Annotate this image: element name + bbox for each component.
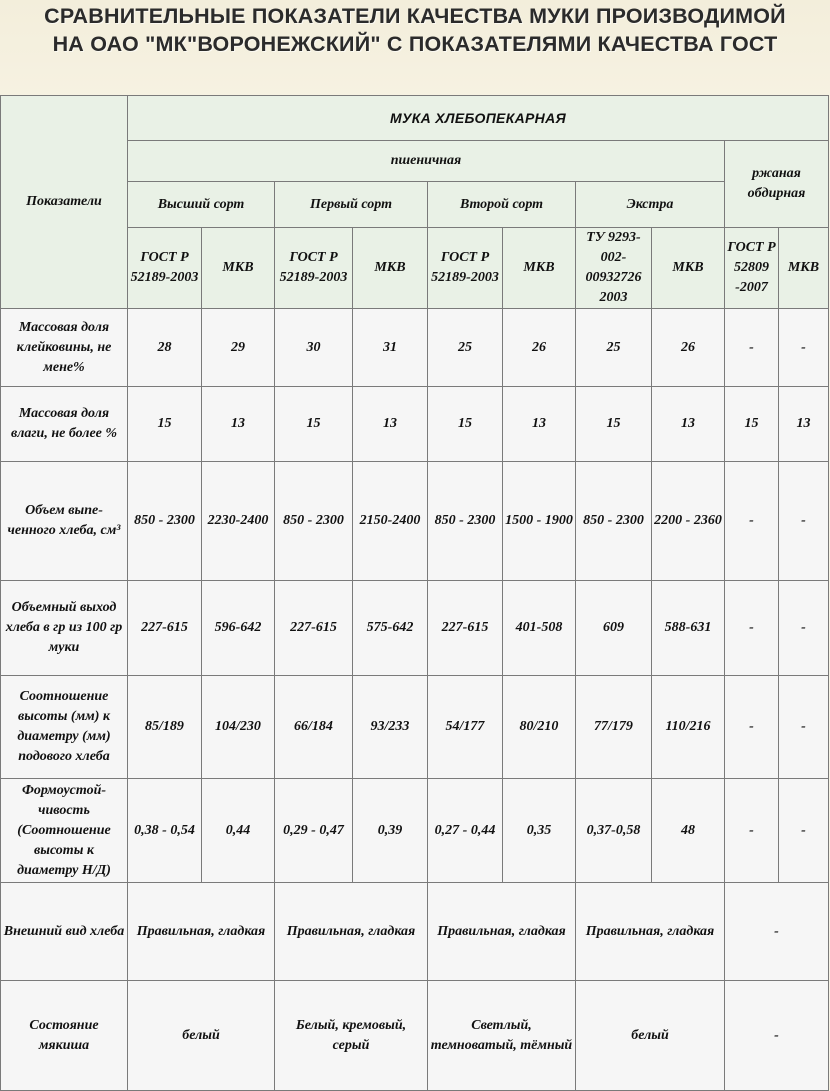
header-grade: Первый сорт bbox=[275, 182, 428, 228]
cell: белый bbox=[576, 981, 725, 1091]
cell: Светлый, темноватый, тёмный bbox=[428, 981, 576, 1091]
cell: 30 bbox=[275, 309, 353, 387]
header-flour: МУКА ХЛЕБОПЕКАРНАЯ bbox=[128, 96, 829, 141]
cell: 0,44 bbox=[202, 779, 275, 883]
cell: 227-615 bbox=[128, 581, 202, 676]
row-label: Массовая доля клейковины, не мене% bbox=[1, 309, 128, 387]
row-label: Внешний вид хлеба bbox=[1, 883, 128, 981]
row-label: Формоустой-чивость (Соотношение высоты к диаметру Н/Д) bbox=[1, 779, 128, 883]
cell: 25 bbox=[428, 309, 503, 387]
header-standard: ТУ 9293- 002-00932726 2003 bbox=[576, 228, 652, 309]
cell: 28 bbox=[128, 309, 202, 387]
cell: Правильная, гладкая bbox=[275, 883, 428, 981]
cell: 2200 - 2360 bbox=[652, 462, 725, 581]
cell: 80/210 bbox=[503, 676, 576, 779]
cell: 15 bbox=[428, 387, 503, 462]
cell: 13 bbox=[503, 387, 576, 462]
comparison-table bbox=[0, 95, 829, 1091]
row-label: Объемный выход хлеба в гр из 100 гр муки bbox=[1, 581, 128, 676]
cell: 0,29 - 0,47 bbox=[275, 779, 353, 883]
cell: 0,27 - 0,44 bbox=[428, 779, 503, 883]
cell: - bbox=[725, 981, 829, 1091]
cell: 850 - 2300 bbox=[128, 462, 202, 581]
cell: - bbox=[725, 883, 829, 981]
page-title bbox=[0, 2, 830, 58]
title-line-1: СРАВНИТЕЛЬНЫЕ ПОКАЗАТЕЛИ КАЧЕСТВА МУКИ ПРОИЗВОДИМОЙ bbox=[44, 4, 786, 28]
header-grade: Высший сорт bbox=[128, 182, 275, 228]
header-standard: МКВ bbox=[779, 228, 829, 309]
header-standard: МКВ bbox=[353, 228, 428, 309]
header-standard: МКВ bbox=[503, 228, 576, 309]
cell: 850 - 2300 bbox=[275, 462, 353, 581]
table-row bbox=[1, 462, 829, 581]
table-row bbox=[1, 779, 829, 883]
row-label: Объем выпе-ченного хлеба, см³ bbox=[1, 462, 128, 581]
table-row bbox=[1, 581, 829, 676]
header-indicators: Показатели bbox=[1, 96, 128, 309]
cell: 850 - 2300 bbox=[576, 462, 652, 581]
table-row bbox=[1, 676, 829, 779]
cell: 0,35 bbox=[503, 779, 576, 883]
header-standard: ГОСТ Р 52189-2003 bbox=[275, 228, 353, 309]
cell: - bbox=[725, 581, 779, 676]
cell: 104/230 bbox=[202, 676, 275, 779]
cell: 13 bbox=[353, 387, 428, 462]
cell: 609 bbox=[576, 581, 652, 676]
cell: 31 bbox=[353, 309, 428, 387]
title-line-2: НА ОАО "МК"ВОРОНЕЖСКИЙ" С ПОКАЗАТЕЛЯМИ КАЧЕСТВА ГОСТ bbox=[52, 32, 778, 56]
cell: 54/177 bbox=[428, 676, 503, 779]
cell: 85/189 bbox=[128, 676, 202, 779]
cell: - bbox=[779, 676, 829, 779]
cell: 26 bbox=[503, 309, 576, 387]
cell: 0,37-0,58 bbox=[576, 779, 652, 883]
cell: - bbox=[725, 779, 779, 883]
cell: 596-642 bbox=[202, 581, 275, 676]
cell: 15 bbox=[725, 387, 779, 462]
cell: Правильная, гладкая bbox=[576, 883, 725, 981]
cell: - bbox=[725, 462, 779, 581]
header-grade: Экстра bbox=[576, 182, 725, 228]
cell: 401-508 bbox=[503, 581, 576, 676]
cell: 0,39 bbox=[353, 779, 428, 883]
cell: 2230-2400 bbox=[202, 462, 275, 581]
cell: 13 bbox=[652, 387, 725, 462]
cell: - bbox=[725, 309, 779, 387]
table-row bbox=[1, 387, 829, 462]
cell: 13 bbox=[779, 387, 829, 462]
cell: 26 bbox=[652, 309, 725, 387]
cell: 15 bbox=[275, 387, 353, 462]
cell: 25 bbox=[576, 309, 652, 387]
cell: - bbox=[725, 676, 779, 779]
header-standard: МКВ bbox=[652, 228, 725, 309]
row-label: Массовая доля влаги, не более % bbox=[1, 387, 128, 462]
cell: 29 bbox=[202, 309, 275, 387]
cell: 48 bbox=[652, 779, 725, 883]
cell: 15 bbox=[576, 387, 652, 462]
table-row bbox=[1, 981, 829, 1091]
header-standard: ГОСТ Р 52189-2003 bbox=[428, 228, 503, 309]
header-wheat: пшеничная bbox=[128, 141, 725, 182]
cell: Правильная, гладкая bbox=[128, 883, 275, 981]
cell: 77/179 bbox=[576, 676, 652, 779]
header-standard: ГОСТ Р 52809 -2007 bbox=[725, 228, 779, 309]
cell: 0,38 - 0,54 bbox=[128, 779, 202, 883]
row-label: Соотношение высоты (мм) к диаметру (мм) подового хлеба bbox=[1, 676, 128, 779]
cell: - bbox=[779, 581, 829, 676]
cell: - bbox=[779, 779, 829, 883]
header-grade: Второй сорт bbox=[428, 182, 576, 228]
cell: 850 - 2300 bbox=[428, 462, 503, 581]
cell: 15 bbox=[128, 387, 202, 462]
cell: 13 bbox=[202, 387, 275, 462]
header-standard: ГОСТ Р 52189-2003 bbox=[128, 228, 202, 309]
cell: - bbox=[779, 462, 829, 581]
header-standard: МКВ bbox=[202, 228, 275, 309]
cell: Белый, кремовый, серый bbox=[275, 981, 428, 1091]
cell: 1500 - 1900 bbox=[503, 462, 576, 581]
cell: 227-615 bbox=[275, 581, 353, 676]
cell: 2150-2400 bbox=[353, 462, 428, 581]
cell: 66/184 bbox=[275, 676, 353, 779]
cell: - bbox=[779, 309, 829, 387]
table-row bbox=[1, 883, 829, 981]
cell: 110/216 bbox=[652, 676, 725, 779]
header-rye: ржаная обдирная bbox=[725, 141, 829, 228]
cell: белый bbox=[128, 981, 275, 1091]
row-label: Состояние мякиша bbox=[1, 981, 128, 1091]
cell: 588-631 bbox=[652, 581, 725, 676]
cell: Правильная, гладкая bbox=[428, 883, 576, 981]
cell: 227-615 bbox=[428, 581, 503, 676]
cell: 575-642 bbox=[353, 581, 428, 676]
table-row bbox=[1, 309, 829, 387]
cell: 93/233 bbox=[353, 676, 428, 779]
